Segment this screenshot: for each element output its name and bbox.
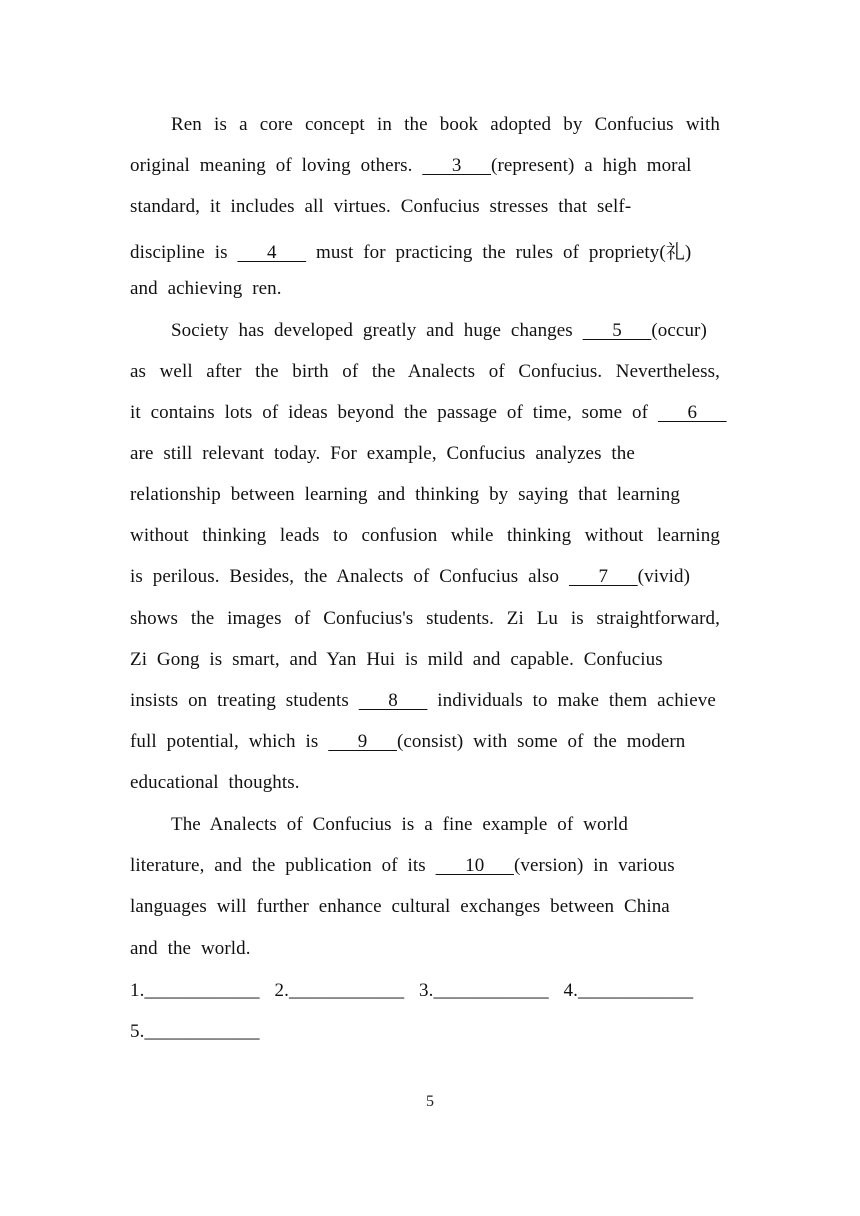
answer-row — [130, 980, 693, 1002]
text: (consist) with some of the modern — [396, 731, 686, 752]
text: (occur) — [651, 320, 707, 341]
blank-7: 7 — [568, 566, 638, 587]
passage-line — [130, 155, 692, 177]
answer-3[interactable]: 3.____________ — [419, 980, 549, 1001]
passage-line: relationship between learning and thinking by saying that learning — [130, 484, 680, 505]
text: it contains lots of ideas beyond the passage of time, some of — [130, 402, 658, 423]
page-number: 5 — [426, 1093, 434, 1110]
passage-line — [130, 237, 691, 264]
passage-line: Zi Gong is smart, and Yan Hui is mild and capable. Confucius — [130, 649, 663, 670]
passage-line — [130, 731, 685, 753]
blank-8: 8 — [358, 690, 428, 711]
text: insists on treating students — [130, 690, 359, 711]
passage-line: are still relevant today. For example, Confucius analyzes the — [130, 443, 635, 464]
passage-line: The Analects of Confucius is a fine example of world — [171, 814, 629, 835]
text: literature, and the publication of its — [130, 855, 436, 876]
text: original meaning of loving others. — [130, 155, 423, 176]
passage-line — [130, 855, 675, 877]
passage-line: educational thoughts. — [130, 772, 300, 793]
passage-line: as well after the birth of the Analects of Confucius. Nevertheless, — [130, 361, 720, 382]
text: (represent) a high moral — [491, 155, 692, 176]
text: must for practicing the rules of propriety(礼) — [306, 242, 692, 263]
passage-line — [130, 402, 727, 424]
text: Society has developed greatly and huge changes — [171, 320, 583, 341]
blank-4: 4 — [237, 242, 307, 263]
answer-5[interactable]: 5.____________ — [130, 1021, 260, 1042]
passage-line: languages will further enhance cultural exchanges between China — [130, 896, 670, 917]
answer-1[interactable]: 1.____________ — [130, 980, 260, 1001]
text: individuals to make them achieve — [427, 690, 716, 711]
answer-4[interactable]: 4.____________ — [563, 980, 694, 1001]
passage-line: and the world. — [130, 938, 251, 959]
answer-2[interactable]: 2.____________ — [274, 980, 405, 1001]
text: (version) in various — [513, 855, 675, 876]
blank-10: 10 — [435, 855, 514, 876]
blank-3: 3 — [422, 155, 492, 176]
text: discipline is — [130, 242, 238, 263]
passage-line: without thinking leads to confusion while thinking without learning — [130, 525, 720, 546]
passage-line — [130, 566, 690, 588]
text: is perilous. Besides, the Analects of Confucius also — [130, 566, 569, 587]
passage-line: Ren is a core concept in the book adopted by Confucius with — [171, 114, 720, 135]
blank-9: 9 — [328, 731, 397, 752]
blank-6: 6 — [657, 402, 727, 423]
passage-line: and achieving ren. — [130, 278, 282, 299]
passage-line: shows the images of Confucius's students. Zi Lu is straightforward, — [130, 608, 720, 629]
passage-line — [171, 320, 707, 342]
passage-line: standard, it includes all virtues. Confucius stresses that self- — [130, 196, 632, 217]
passage-line — [130, 690, 716, 712]
blank-5: 5 — [582, 320, 652, 341]
text: full potential, which is — [130, 731, 329, 752]
answer-row — [130, 1021, 260, 1043]
text: (vivid) — [637, 566, 691, 587]
